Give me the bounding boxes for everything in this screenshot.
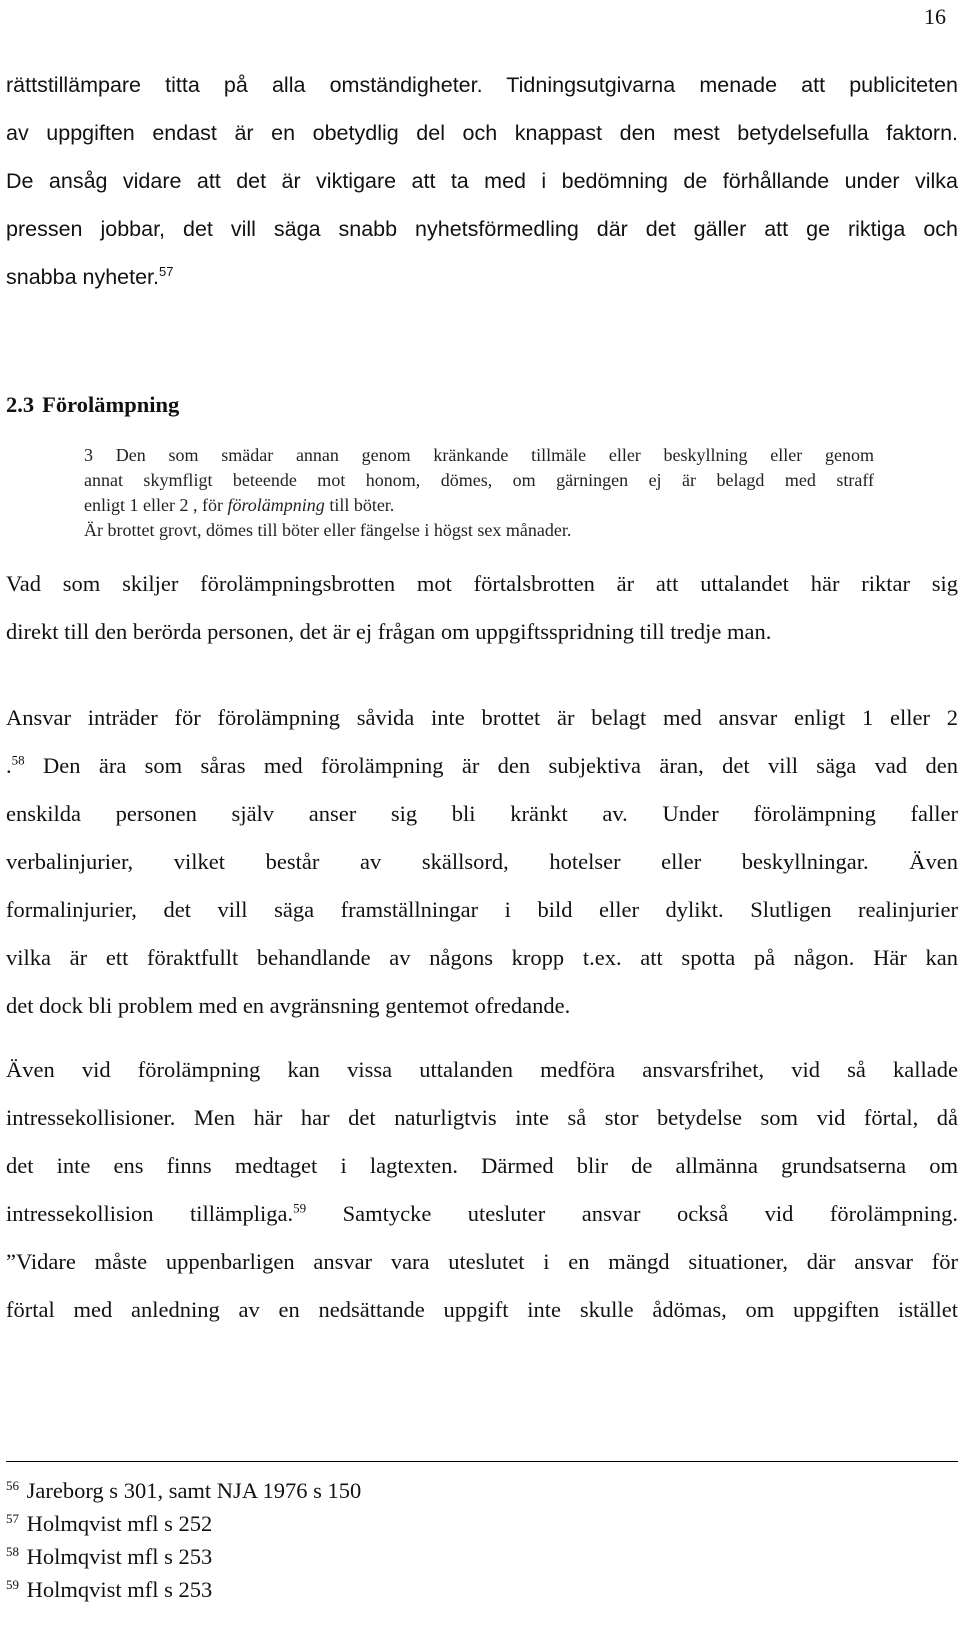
text-span: . xyxy=(6,753,12,778)
paragraph-liability xyxy=(6,694,958,1030)
quote-line: annat skymfligt beteende mot honom, dömes, om gärningen ej är belagd med straff xyxy=(84,470,874,490)
text-line: rättstillämpare titta på alla omständigheter. Tidningsutgivarna menade att publiciteten xyxy=(6,73,958,97)
section-title: Förolämpning xyxy=(42,392,180,417)
text-line: det dock bli problem med en avgränsning gentemot ofredande. xyxy=(6,993,571,1018)
quote-line: Är brottet grovt, dömes till böter eller fängelse i högst sex månader. xyxy=(84,520,572,540)
text-line: direkt till den berörda personen, det är ej frågan om uppgiftsspridning till tredje man. xyxy=(6,619,772,644)
footnote-ref: 58 xyxy=(11,752,25,768)
text-line: De ansåg vidare att det är viktigare att ta med i bedömning de förhållande under vilka xyxy=(6,169,958,193)
law-quote xyxy=(84,443,874,543)
section-heading xyxy=(6,392,187,418)
text-line: formalinjurier, det vill säga framställningar i bild eller dylikt. Slutligen realinjurier xyxy=(6,897,958,922)
text-line xyxy=(6,1190,958,1238)
footnote xyxy=(6,1474,361,1507)
footnotes xyxy=(6,1474,361,1606)
footnote xyxy=(6,1507,361,1540)
footnote-text: Holmqvist mfl s 253 xyxy=(26,1577,213,1602)
footnote-text: Holmqvist mfl s 253 xyxy=(26,1544,213,1569)
text-line: pressen jobbar, det vill säga snabb nyhetsförmedling där det gäller att ge riktiga och xyxy=(6,217,958,241)
footnote-number: 57 xyxy=(6,1510,19,1526)
footnote-number: 58 xyxy=(6,1543,19,1559)
footnote-ref: 59 xyxy=(293,1200,307,1216)
paragraph-intro xyxy=(6,61,958,301)
text-line xyxy=(6,742,958,790)
text-span: Den ära som såras med förolämpning är den subjektiva äran, det vill säga vad den xyxy=(24,753,958,778)
quote-line: 3 Den som smädar annan genom kränkande tillmäle eller beskyllning eller genom xyxy=(84,445,874,465)
footnote-text: Jareborg s 301, samt NJA 1976 s 150 xyxy=(26,1478,362,1503)
quote-emphasis: förolämpning xyxy=(227,495,325,515)
text-line: förtal med anledning av en nedsättande uppgift inte skulle ådömas, om uppgiften istället xyxy=(6,1297,958,1322)
text-line: enskilda personen själv anser sig bli kränkt av. Under förolämpning faller xyxy=(6,801,958,826)
quote-text: till böter. xyxy=(324,495,395,515)
paragraph-comparison xyxy=(6,560,958,656)
footnote xyxy=(6,1573,361,1606)
text-line: Vad som skiljer förolämpningsbrotten mot förtalsbrotten är att uttalandet här riktar sig xyxy=(6,571,958,596)
text-line: det inte ens finns medtaget i lagtexten. Därmed blir de allmänna grundsatserna om xyxy=(6,1153,958,1178)
text-line: Även vid förolämpning kan vissa uttalanden medföra ansvarsfrihet, vid så kallade xyxy=(6,1057,958,1082)
footnote-text: Holmqvist mfl s 252 xyxy=(26,1511,213,1536)
text-span: Samtycke utesluter ansvar också vid förolämpning. xyxy=(306,1201,958,1226)
text-line: ”Vidare måste uppenbarligen ansvar vara uteslutet i en mängd situationer, där ansvar för xyxy=(6,1249,958,1274)
text-line xyxy=(6,253,958,301)
footnote-separator xyxy=(6,1461,958,1462)
text-span: snabba nyheter. xyxy=(6,265,160,289)
footnote-ref: 57 xyxy=(159,263,174,279)
footnote-number: 56 xyxy=(6,1477,19,1493)
paragraph-conflicts xyxy=(6,1046,958,1334)
text-line: av uppgiften endast är en obetydlig del och knappast den mest betydelsefulla faktorn. xyxy=(6,121,958,145)
text-line: vilka är ett föraktfullt behandlande av någons kropp t.ex. att spotta på någon. Här kan xyxy=(6,945,958,970)
text-line: Ansvar inträder för förolämpning såvida inte brottet är belagt med ansvar enligt 1 eller 2 xyxy=(6,705,958,730)
quote-line xyxy=(84,493,874,518)
section-number: 2.3 xyxy=(6,392,35,417)
page-number: 16 xyxy=(924,4,946,29)
text-line: intressekollisioner. Men här har det naturligtvis inte så stor betydelse som vid förtal, då xyxy=(6,1105,958,1130)
text-span: intressekollision tillämpliga. xyxy=(6,1201,294,1226)
quote-text: enligt 1 eller 2 , för xyxy=(84,495,228,515)
footnote-number: 59 xyxy=(6,1576,19,1592)
text-line: verbalinjurier, vilket består av skällsord, hotelser eller beskyllningar. Även xyxy=(6,849,958,874)
footnote xyxy=(6,1540,361,1573)
